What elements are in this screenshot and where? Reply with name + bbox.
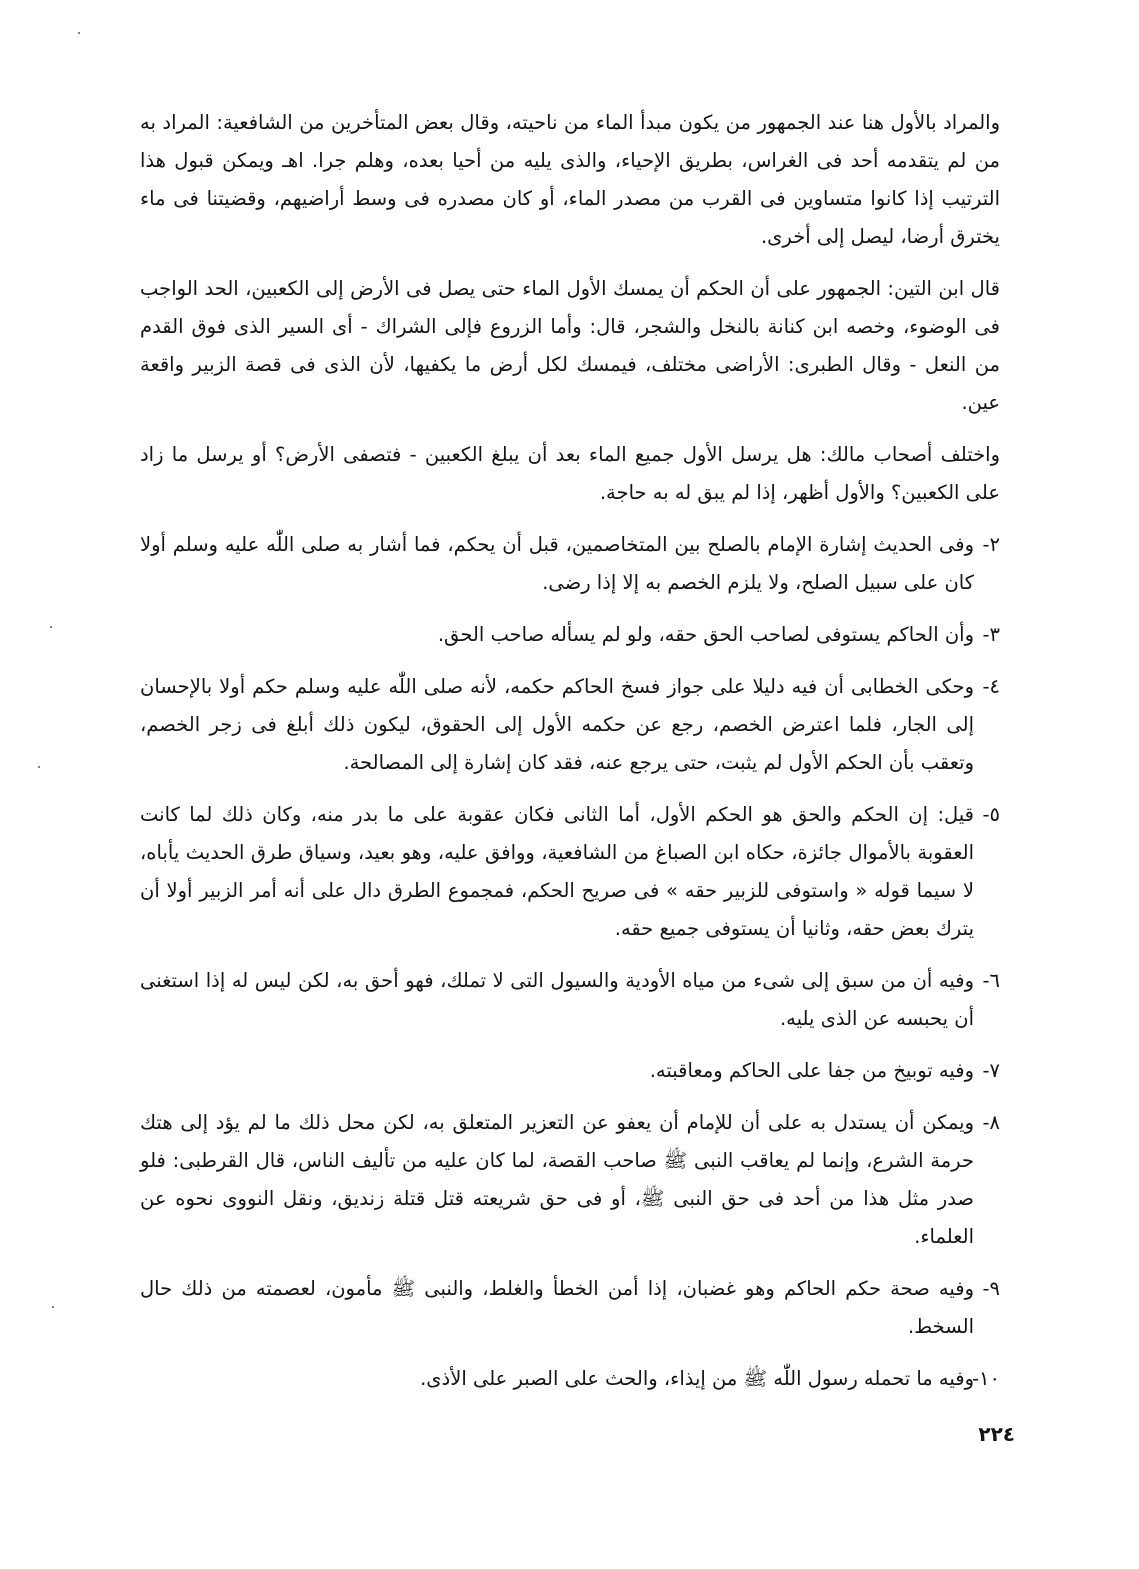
- item-text: وحكى الخطابى أن فيه دليلا على جواز فسخ الحاكم حكمه، لأنه صلى اللّٰه عليه وسلم حكم أولا بالإحسان إلى الجار، فلما اعترض الخصم، رجع عن حكمه الأول إلى الحقوق، ليكون ذلك أبلغ فى زجر الخصم، وتعقب بأن الحكم الأول لم يثبت، حتى يرجع عنه، فقد كان إشارة إلى المصالحة.: [140, 675, 974, 774]
- numbered-item-9: [140, 1270, 1000, 1346]
- item-number: ٤-: [982, 675, 1000, 698]
- numbered-item-8: [140, 1104, 1000, 1256]
- item-text: وفيه توبيخ من جفا على الحاكم ومعاقبته.: [649, 1059, 974, 1082]
- numbered-item-7: [140, 1052, 1000, 1090]
- item-number: ٢-: [982, 533, 1000, 556]
- item-text: ويمكن أن يستدل به على أن للإمام أن يعفو عن التعزير المتعلق به، لكن محل ذلك ما لم يؤد إلى هتك حرمة الشرع، وإنما لم يعاقب النبى ﷺ صاحب القصة، لما كان عليه من تأليف الناس، قال القرطبى: فلو صدر مثل هذا من أحد فى حق النبى ﷺ، أو فى حق شريعته قتل قتلة زنديق، ونقل النووى نحوه عن العلماء.: [140, 1111, 974, 1248]
- paragraph-ibn-al-tin: قال ابن التين: الجمهور على أن الحكم أن يمسك الأول الماء حتى يصل فى الأرض إلى الكعبين، الحد الواجب فى الوضوء، وخصه ابن كنانة بالنخل والشجر، قال: وأما الزروع فإلى الشراك - أى السير الذى فوق القدم من النعل - وقال الطبرى: الأراضى مختلف، فيمسك لكل أرض ما يكفيها، لأن الذى فى قصة الزبير واقعة عين.: [140, 277, 1000, 414]
- numbered-item-4: [140, 668, 1000, 782]
- item-number: ٥-: [982, 803, 1000, 826]
- item-number: ٧-: [982, 1059, 1000, 1082]
- item-number: ١٠-: [972, 1367, 1000, 1390]
- item-text: وفيه صحة حكم الحاكم وهو غضبان، إذا أمن الخطأ والغلط، والنبى ﷺ مأمون، لعصمته من ذلك حال السخط.: [140, 1277, 974, 1338]
- document-body: [140, 104, 1000, 1412]
- item-number: ٦-: [982, 969, 1000, 992]
- item-text: وأن الحاكم يستوفى لصاحب الحق حقه، ولو لم يسأله صاحب الحق.: [437, 623, 974, 646]
- scan-speck: [52, 1306, 54, 1308]
- item-text: وفى الحديث إشارة الإمام بالصلح بين المتخاصمين، قبل أن يحكم، فما أشار به صلى اللّٰه عليه وسلم أولا كان على سبيل الصلح، ولا يلزم الخصم به إلا إذا رضى.: [140, 533, 974, 594]
- item-number: ٣-: [982, 623, 1000, 646]
- item-text: وفيه أن من سبق إلى شىء من مياه الأودية والسيول التى لا تملك، فهو أحق به، لكن ليس له إذا استغنى أن يحبسه عن الذى يليه.: [140, 969, 974, 1030]
- item-text: قيل: إن الحكم والحق هو الحكم الأول، أما الثانى فكان عقوبة على ما بدر منه، وكان ذلك لما كانت العقوبة بالأموال جائزة، حكاه ابن الصباغ من الشافعية، ووافق عليه، وهو بعيد، وسياق طرق الحديث يأباه، لا سيما قوله « واستوفى للزبير حقه » فى صريح الحكم، فمجموع الطرق دال على أنه أمر الزبير أولا أن يترك بعض حقه، وثانيا أن يستوفى جميع حقه.: [140, 803, 974, 940]
- scan-speck: [50, 626, 52, 628]
- scan-speck: [78, 32, 80, 34]
- numbered-item-3: [140, 616, 1000, 654]
- page-number: ٢٢٤: [978, 1422, 1015, 1446]
- paragraph-intro: والمراد بالأول هنا عند الجمهور من يكون مبدأ الماء من ناحيته، وقال بعض المتأخرين من الشافعية: المراد به من لم يتقدمه أحد فى الغراس، بطريق الإحياء، والذى يليه من أحيا بعده، وهلم جرا. اهـ ويمكن قبول هذا الترتيب إذا كانوا متساوين فى القرب من مصدر الماء، أو كان مصدره فى وسط أراضيهم، وقضيتنا فى ماء يخترق أرضا، ليصل إلى أخرى.: [140, 111, 1000, 248]
- item-number: ٩-: [982, 1277, 1000, 1300]
- item-number: ٨-: [982, 1111, 1000, 1134]
- scan-speck: [38, 766, 40, 768]
- numbered-item-5: [140, 796, 1000, 948]
- paragraph-malik-companions: واختلف أصحاب مالك: هل يرسل الأول جميع الماء بعد أن يبلغ الكعبين - فتصفى الأرض؟ أو يرسل ما زاد على الكعبين؟ والأول أظهر، إذا لم يبق له به حاجة.: [140, 443, 1000, 504]
- item-text: وفيه ما تحمله رسول اللّٰه ﷺ من إيذاء، والحث على الصبر على الأذى.: [420, 1367, 974, 1390]
- numbered-item-2: [140, 526, 1000, 602]
- numbered-item-10: [140, 1360, 1000, 1398]
- numbered-item-6: [140, 962, 1000, 1038]
